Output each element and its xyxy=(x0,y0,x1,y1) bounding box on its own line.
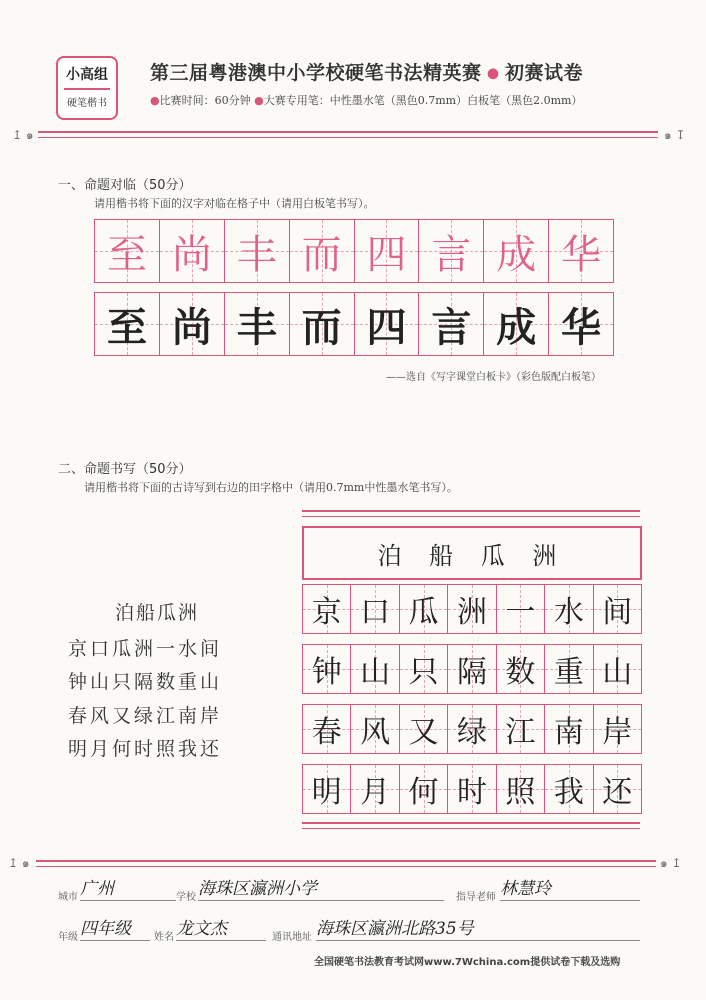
written-char: 尚 xyxy=(171,303,212,351)
city-label: 城市 xyxy=(58,892,78,903)
written-title: 泊 船 瓜 洲 xyxy=(377,541,567,570)
group-label: 小高组 xyxy=(66,67,108,83)
exam-pen: 大赛专用笔：中性墨水笔（黑色0.7mm）白板笔（黑色2.0mm） xyxy=(263,94,583,107)
answer-cell xyxy=(290,293,355,355)
footer-text: 全国硬笔书法教育考试网www.7Wchina.com提供试卷下载及选购 xyxy=(314,957,621,968)
poem-cell xyxy=(497,645,545,693)
model-cell xyxy=(95,220,160,282)
written-char: 洲 xyxy=(456,595,487,630)
title-text: 第三届粤港澳中小学校硬笔书法精英赛 xyxy=(150,62,482,84)
exam-details xyxy=(150,92,582,108)
poem-line: 京口瓜洲一水间 xyxy=(68,638,223,660)
written-char: 我 xyxy=(553,775,584,810)
written-char: 风 xyxy=(360,715,391,750)
poem-cell xyxy=(400,765,448,813)
poem-cell xyxy=(594,705,641,753)
poem-line: 明月何时照我还 xyxy=(68,738,223,760)
model-cell xyxy=(419,220,484,282)
poem-cell xyxy=(448,645,496,693)
school-value: 海珠区瀛洲小学 xyxy=(198,879,317,899)
answer-cell xyxy=(549,293,613,355)
category-label: 硬笔楷书 xyxy=(67,98,107,109)
section1-instruction: 请用楷书将下面的汉字对临在格子中（请用白板笔书写）。 xyxy=(94,197,375,210)
poem-cell xyxy=(594,645,641,693)
written-char: 又 xyxy=(408,715,439,750)
answer-cell xyxy=(484,293,549,355)
model-char: 丰 xyxy=(236,231,277,278)
answer-cell xyxy=(95,293,160,355)
poem-cell xyxy=(545,585,593,633)
section1-heading: 一、命题对临（50分） xyxy=(58,178,192,193)
written-char: 重 xyxy=(553,655,584,690)
written-char: 江 xyxy=(505,715,536,750)
answer-cell xyxy=(355,293,420,355)
title-dot: ● xyxy=(481,65,505,82)
teacher-label: 指导老师 xyxy=(456,892,496,903)
bullet-icon: ● xyxy=(254,94,264,107)
written-char: 数 xyxy=(505,655,536,690)
written-char: 成 xyxy=(496,303,537,351)
written-char: 一 xyxy=(505,595,536,630)
written-char: 岸 xyxy=(602,715,633,750)
poem-cell xyxy=(545,645,593,693)
bullet-icon: ● xyxy=(150,94,160,107)
grade-field[interactable] xyxy=(80,914,150,941)
written-char: 而 xyxy=(301,303,342,351)
poem-cell xyxy=(400,705,448,753)
written-char: 南 xyxy=(553,715,584,750)
model-char: 四 xyxy=(366,231,407,278)
poem-cell xyxy=(448,705,496,753)
poem-cell xyxy=(400,645,448,693)
written-char: 瓜 xyxy=(408,595,439,630)
poem-cell xyxy=(497,705,545,753)
address-field[interactable] xyxy=(316,914,640,941)
poem-cell xyxy=(448,765,496,813)
poem-line: 春风又绿江南岸 xyxy=(68,705,223,727)
poem-cell xyxy=(303,765,351,813)
answer-cell xyxy=(225,293,290,355)
poem-row-2 xyxy=(302,644,642,694)
exam-time: 比赛时间：60分钟 xyxy=(159,94,251,107)
model-char: 成 xyxy=(496,231,537,278)
ornament-left-icon: ↥ ๑ xyxy=(8,856,30,870)
written-char: 京 xyxy=(311,595,342,630)
frame-bottom-rule xyxy=(302,822,640,829)
written-char: 山 xyxy=(602,655,633,690)
model-grid xyxy=(94,219,614,283)
page-title xyxy=(150,58,583,85)
poem-title: 泊船瓜洲 xyxy=(115,602,200,624)
written-char: 口 xyxy=(360,595,391,630)
written-char: 言 xyxy=(431,303,472,351)
teacher-field[interactable] xyxy=(500,874,640,901)
poem-cell xyxy=(594,585,641,633)
badge-divider xyxy=(64,88,110,90)
model-char: 尚 xyxy=(171,231,212,278)
poem-cell xyxy=(351,645,399,693)
poem-cell xyxy=(400,585,448,633)
ornament-right-icon: ๑ ↧ xyxy=(664,128,686,142)
written-char: 四 xyxy=(366,303,407,351)
model-char: 而 xyxy=(301,231,342,278)
group-badge xyxy=(56,56,118,120)
poem-cell xyxy=(497,585,545,633)
model-char: 言 xyxy=(431,231,472,278)
poem-cell xyxy=(545,765,593,813)
poem-cell xyxy=(303,705,351,753)
written-char: 时 xyxy=(456,775,487,810)
written-char: 丰 xyxy=(236,303,277,351)
teacher-value: 林慧玲 xyxy=(500,879,551,899)
title-tag: 初赛试卷 xyxy=(504,62,583,84)
written-char: 华 xyxy=(561,303,602,351)
answer-grid xyxy=(94,292,614,356)
poem-cell xyxy=(497,765,545,813)
ornament-right-icon: ๑ ↥ xyxy=(660,856,682,870)
written-char: 绿 xyxy=(456,715,487,750)
ornament-left-icon: ↥ ๑ xyxy=(12,128,34,142)
poem-cell xyxy=(351,765,399,813)
grade-value: 四年级 xyxy=(80,919,131,939)
written-char: 照 xyxy=(505,775,536,810)
poem-cell xyxy=(594,765,641,813)
address-value: 海珠区瀛洲北路35号 xyxy=(316,919,474,939)
written-char: 何 xyxy=(408,775,439,810)
poem-title-box xyxy=(302,526,642,580)
poem-cell xyxy=(303,645,351,693)
source-note: ——选自《写字课堂白板卡》（彩色版配白板笔） xyxy=(386,372,601,383)
name-label: 姓名 xyxy=(154,932,174,943)
poem-cell xyxy=(448,585,496,633)
written-char: 春 xyxy=(311,715,342,750)
written-char: 还 xyxy=(602,775,633,810)
address-label: 通讯地址 xyxy=(272,932,312,943)
model-char: 华 xyxy=(561,231,602,278)
poem-row-3 xyxy=(302,704,642,754)
name-value: 龙文杰 xyxy=(176,919,227,939)
poem-row-4 xyxy=(302,764,642,814)
frame-top-rule xyxy=(302,510,640,517)
model-cell xyxy=(484,220,549,282)
city-value: 广州 xyxy=(80,879,114,899)
model-cell xyxy=(290,220,355,282)
school-field[interactable] xyxy=(198,874,444,901)
answer-cell xyxy=(160,293,225,355)
bottom-divider xyxy=(36,860,656,867)
poem-row-1 xyxy=(302,584,642,634)
written-char: 山 xyxy=(360,655,391,690)
poem-cell xyxy=(303,585,351,633)
section2-heading: 二、命题书写（50分） xyxy=(58,462,192,477)
written-char: 隔 xyxy=(456,655,487,690)
model-cell xyxy=(225,220,290,282)
section2-instruction: 请用楷书将下面的古诗写到右边的田字格中（请用0.7mm中性墨水笔书写）。 xyxy=(84,481,458,494)
written-char: 月 xyxy=(360,775,391,810)
school-label: 学校 xyxy=(176,892,196,903)
written-char: 钟 xyxy=(311,655,342,690)
model-cell xyxy=(355,220,420,282)
top-divider xyxy=(38,131,658,138)
grade-label: 年级 xyxy=(58,932,78,943)
poem-line: 钟山只隔数重山 xyxy=(68,671,223,693)
written-char: 至 xyxy=(106,303,147,351)
written-char: 明 xyxy=(311,775,342,810)
answer-cell xyxy=(419,293,484,355)
city-field[interactable] xyxy=(80,874,176,901)
written-char: 水 xyxy=(553,595,584,630)
written-char: 间 xyxy=(602,595,633,630)
model-char: 至 xyxy=(106,231,147,278)
poem-cell xyxy=(351,585,399,633)
model-cell xyxy=(160,220,225,282)
poem-cell xyxy=(545,705,593,753)
model-cell xyxy=(549,220,613,282)
written-char: 只 xyxy=(408,655,439,690)
name-field[interactable] xyxy=(176,914,266,941)
poem-cell xyxy=(351,705,399,753)
